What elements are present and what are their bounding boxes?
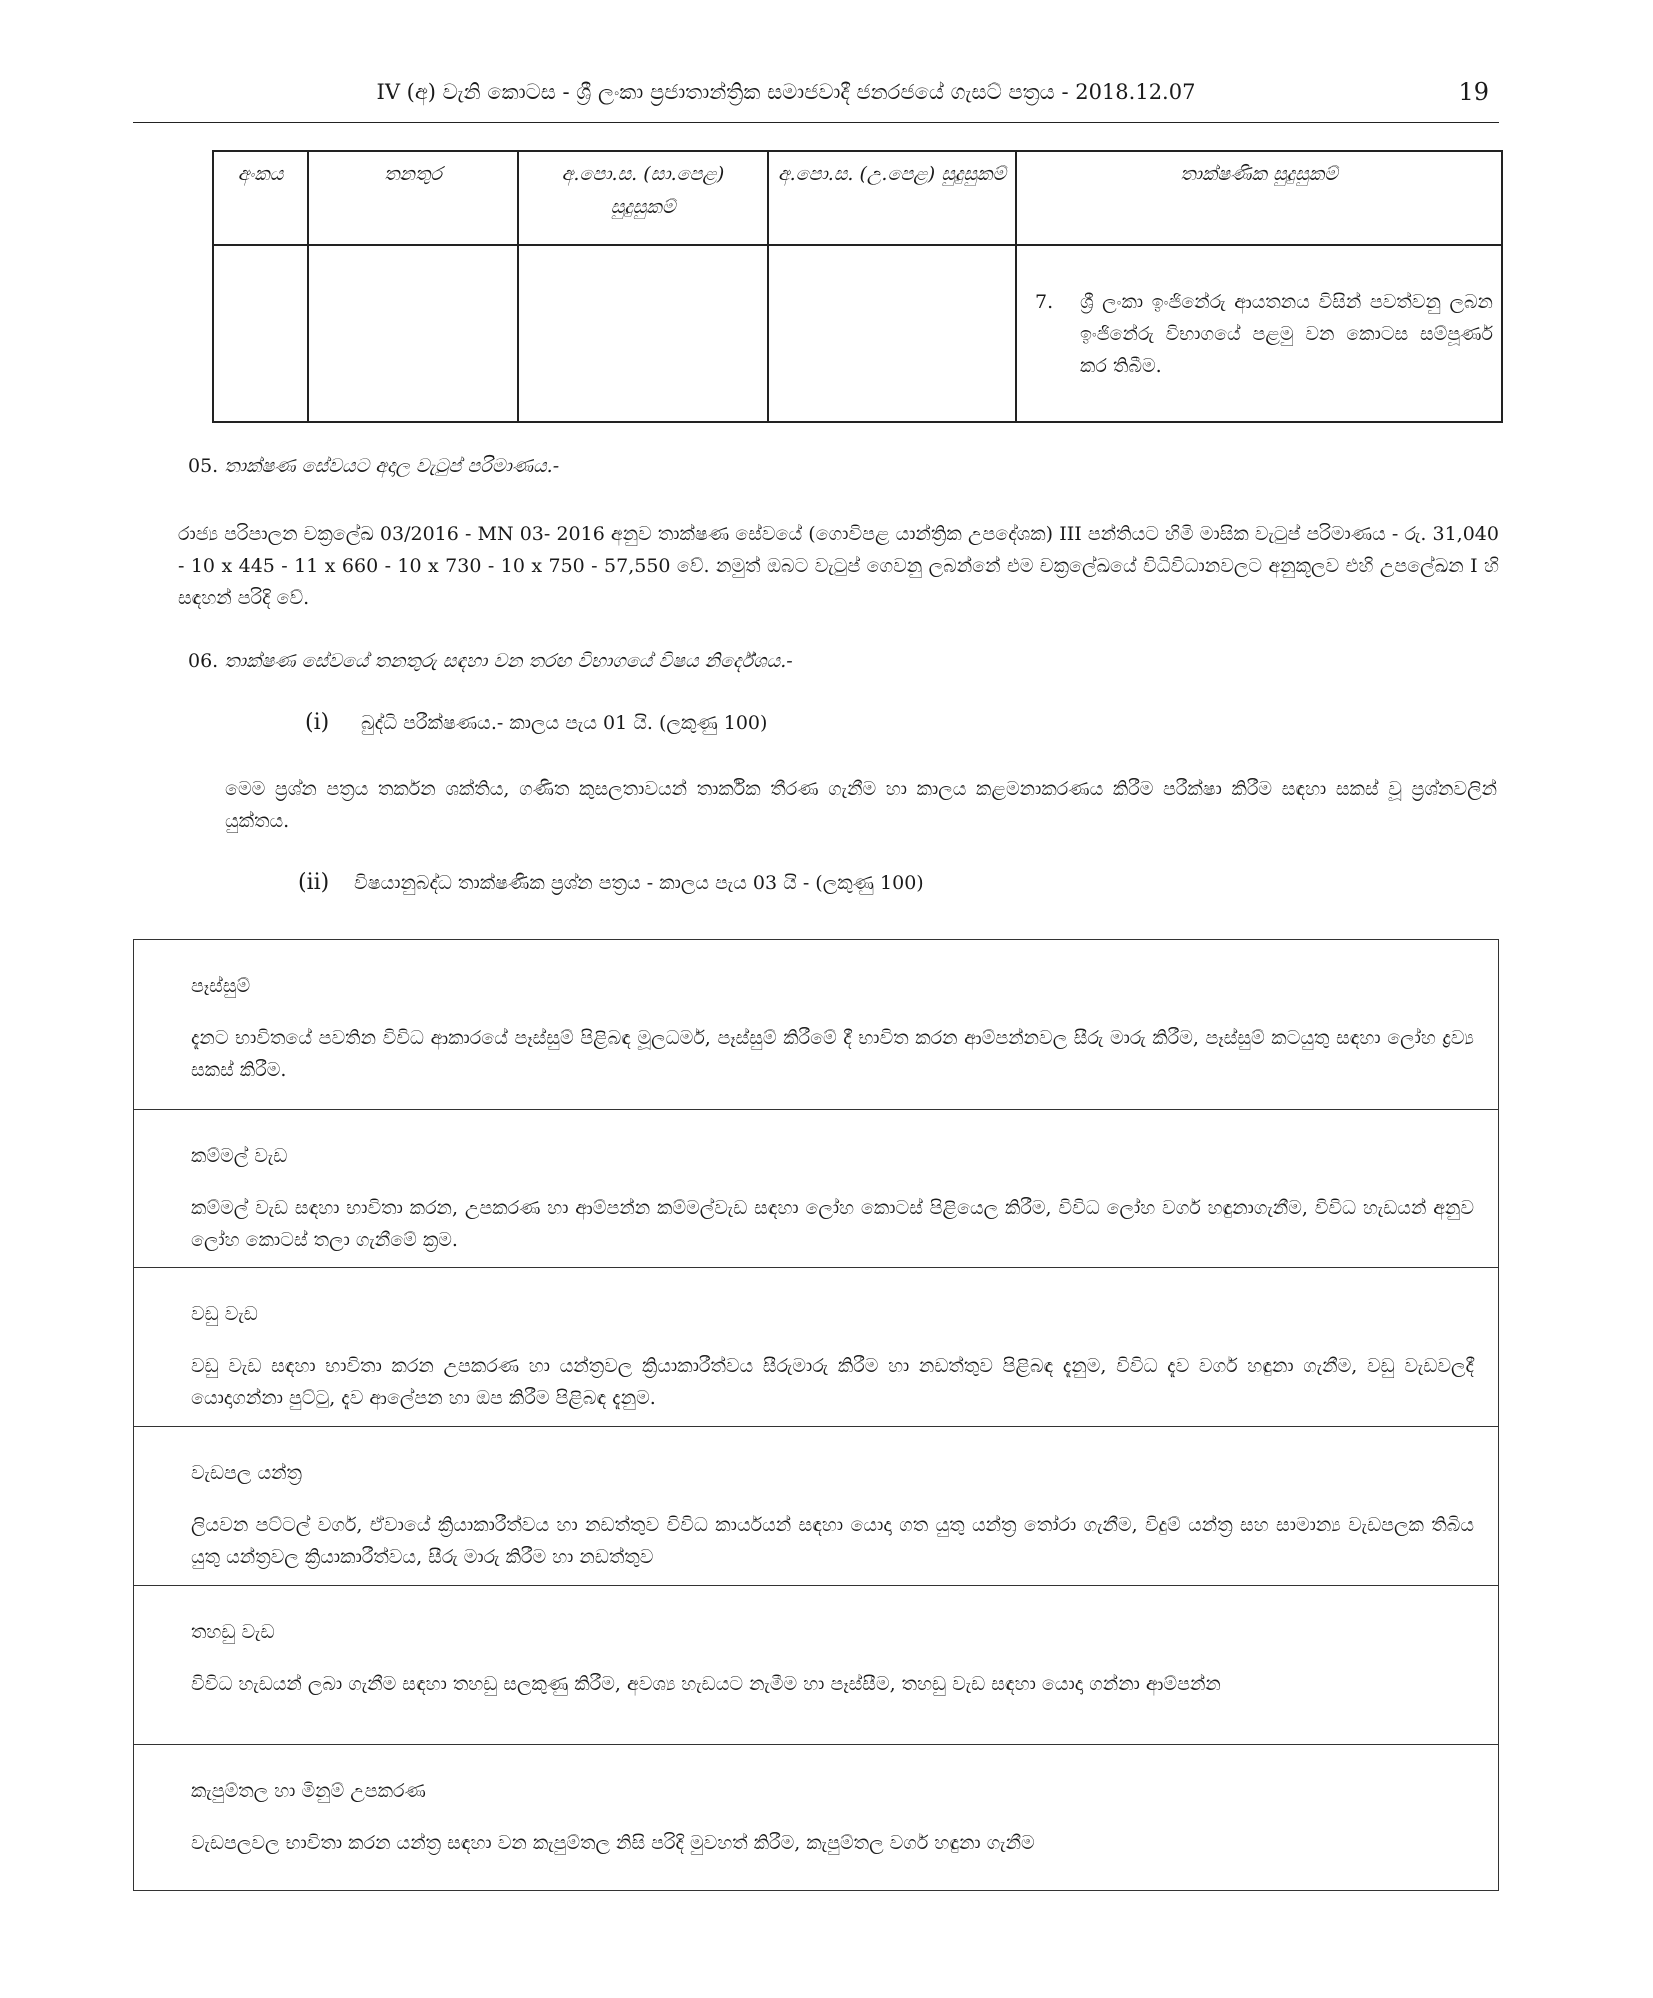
subject-title: තහඩු වැඩ — [191, 1621, 275, 1643]
salary-scale-paragraph: රාජ්‍ය පරිපාලන චක්‍රලේඛ 03/2016 - MN 03- 2016 අනුව තාක්ෂණ සේවයේ (ගොවිපළ යාන්ත්‍රික උපදේශක) III පන්තියට හිමි මාසික වැටුප් පරිමාණය - රු. 31,040 - 10 x 445 - 11 x 660 - 10 x 730 - 10 x 750 - 57,550 වේ. නමුත් ඔබට වැටුප් ගෙවනු ලබන්නේ එම චක්‍රලේඛයේ විධිවිධානවලට අනුකූලව එහි උපලේඛන I හි සඳහන් පරිදි වේ. — [178, 523, 1499, 609]
subject-description: දැනට භාවිතයේ පවතින විවිධ ආකාරයේ පෑස්සුම් පිළිබඳ මූලධර්ම, පෑස්සුම් කිරීමේ දී භාවිත කරන ආම්පන්නවල සීරු මාරු කිරීම, පෑස්සුම් කටයුතු සඳහා ලෝහ ද්‍රව්‍ය සකස් කිරීම. — [191, 1027, 1474, 1081]
subject-row-welding — [134, 940, 1498, 1109]
page-header — [133, 70, 1499, 123]
subject-row-sheet-metal — [134, 1585, 1498, 1744]
subject-title: කම්මල් වැඩ — [191, 1145, 288, 1167]
table-header-row — [213, 151, 1502, 245]
subject-description: කම්මල් වැඩ සඳහා භාවිතා කරන, උපකරණ හා ආම්පන්න කම්මල්වැඩ සඳහා ලෝහ කොටස් පිළියෙල කිරීම, විවිධ ලෝහ වර්ග හඳුනාගැනීම, විවිධ හැඩයන් අනුව ලෝහ කොටස් තලා ගැනීමේ ක්‍රම. — [191, 1197, 1474, 1251]
subject-row-smithy — [134, 1109, 1498, 1267]
subject-row-carpentry — [134, 1267, 1498, 1426]
exam-paper-ii — [298, 870, 924, 895]
section-05-heading — [188, 455, 559, 477]
subject-row-workshop-machines — [134, 1426, 1498, 1585]
subject-description: ලියවන පට්ටල් වර්ග, ඒවායේ ක්‍රියාකාරීත්වය හා නඩත්තුව විවිධ කාර්යයන් සඳහා යොදා ගත යුතු යන්ත්‍ර තෝරා ගැනීම, විදුම් යන්ත්‍ර සහ සාමාන්‍ය වැඩපලක තිබිය යුතු යන්ත්‍රවල ක්‍රියාකාරීත්වය, සීරු මාරු කිරීම හා නඩත්තුව — [191, 1514, 1474, 1568]
item-text: විෂයානුබද්ධ තාක්ෂණික ප්‍රශ්න පත්‍රය - කාලය පැය 03 යි - (ලකුණු 100) — [354, 872, 924, 894]
empty-cell — [768, 245, 1016, 422]
item-number: (ii) — [298, 870, 330, 895]
subject-row-cutting-tools — [134, 1744, 1498, 1890]
column-header-post: තනතුර — [308, 151, 518, 245]
subject-title: වඩු වැඩ — [191, 1303, 258, 1325]
page-number: 19 — [1458, 78, 1489, 106]
item-text: ශ්‍රී ලංකා ඉංජිනේරු ආයතනය විසින් පවත්වනු ලබන ඉංජිනේරු විභාගයේ පළමු වන කොටස සම්පූර්ණ කර තිබීම. — [1080, 291, 1493, 377]
item-number: (i) — [305, 710, 330, 735]
section-title: තාක්ෂණ සේවයේ තනතුරු සඳහා වන තරඟ විභාගයේ විෂය නිර්දේශය.- — [224, 650, 793, 672]
empty-cell — [308, 245, 518, 422]
exam-paper-i — [305, 710, 767, 735]
item-text: බුද්ධි පරීක්ෂණය.- කාලය පැය 01 යි. (ලකුණු 100) — [361, 712, 768, 734]
empty-cell — [213, 245, 308, 422]
column-header-ol-qualifications: අ.පො.ස. (සා.පෙළ) සුදුසුකම් — [518, 151, 768, 245]
item-number: 7. — [1035, 291, 1054, 313]
subject-description: වඩු වැඩ සඳහා භාවිතා කරන උපකරණ හා යන්ත්‍රවල ක්‍රියාකාරීත්වය සීරුමාරු කිරීම හා නඩත්තුව පිළිබඳ දැනුම, විවිධ දැව වර්ග හඳුනා ගැනීම, වඩු වැඩවලදී යොදාගන්නා පුට්ටු, දැව ආලේපන හා ඔප කිරීම පිළිබඳ දැනුම. — [191, 1355, 1474, 1409]
column-header-al-qualifications: අ.පො.ස. (උ.පෙළ) සුදුසුකම් — [768, 151, 1016, 245]
syllabus-subjects-box — [133, 939, 1499, 1891]
empty-cell — [518, 245, 768, 422]
column-header-number: අංකය — [213, 151, 308, 245]
subject-description: විවිධ හැඩයන් ලබා ගැනීම සඳහා තහඩු සලකුණු කිරීම, අවශ්‍ය හැඩයට නැමීම හා පෑස්සීම, තහඩු වැඩ සඳහා යොදා ගන්නා ආම්පන්න — [191, 1673, 1221, 1695]
subject-title: පෑස්සුම් — [191, 975, 251, 997]
section-06-heading — [188, 650, 793, 672]
subject-description: වැඩපලවල භාවිතා කරන යන්ත්‍ර සඳහා වන කැපුම්තල නිසි පරිදි මුවහත් කිරීම, කැපුම්තල වර්ග හඳුනා ගැනීම — [191, 1832, 1035, 1854]
technical-qualification-item — [1025, 286, 1493, 382]
qualification-table — [212, 150, 1503, 423]
subject-title: කැපුම්තල හා මිනුම් උපකරණ — [191, 1780, 426, 1802]
gazette-header-title: IV (අ) වැනි කොටස - ශ්‍රී ලංකා ප්‍රජාතාන්ත්‍රික සමාජවාදී ජනරජයේ ගැසට් පත්‍රය - 2018.12.07 — [376, 80, 1196, 104]
exam-paper-i-description: මෙම ප්‍රශ්න පත්‍රය තර්කන ශක්තිය, ගණිත කුසලතාවයන් තාර්කික තීරණ ගැනීම හා කාලය කළමනාකරණය කිරීම පරීක්ෂා කිරීම සඳහා සකස් වූ ප්‍රශ්නවලින් යුක්තය. — [225, 778, 1497, 832]
subject-title: වැඩපල යන්ත්‍ර — [191, 1462, 302, 1484]
technical-qualification-cell — [1016, 245, 1502, 422]
column-header-technical-qualifications: තාක්ෂණික සුදුසුකම් — [1016, 151, 1502, 245]
section-title: තාක්ෂණ සේවයට අදාල වැටුප් පරිමාණය.- — [224, 455, 560, 477]
section-number: 06. — [188, 650, 219, 672]
table-row — [213, 245, 1502, 422]
section-number: 05. — [188, 455, 219, 477]
